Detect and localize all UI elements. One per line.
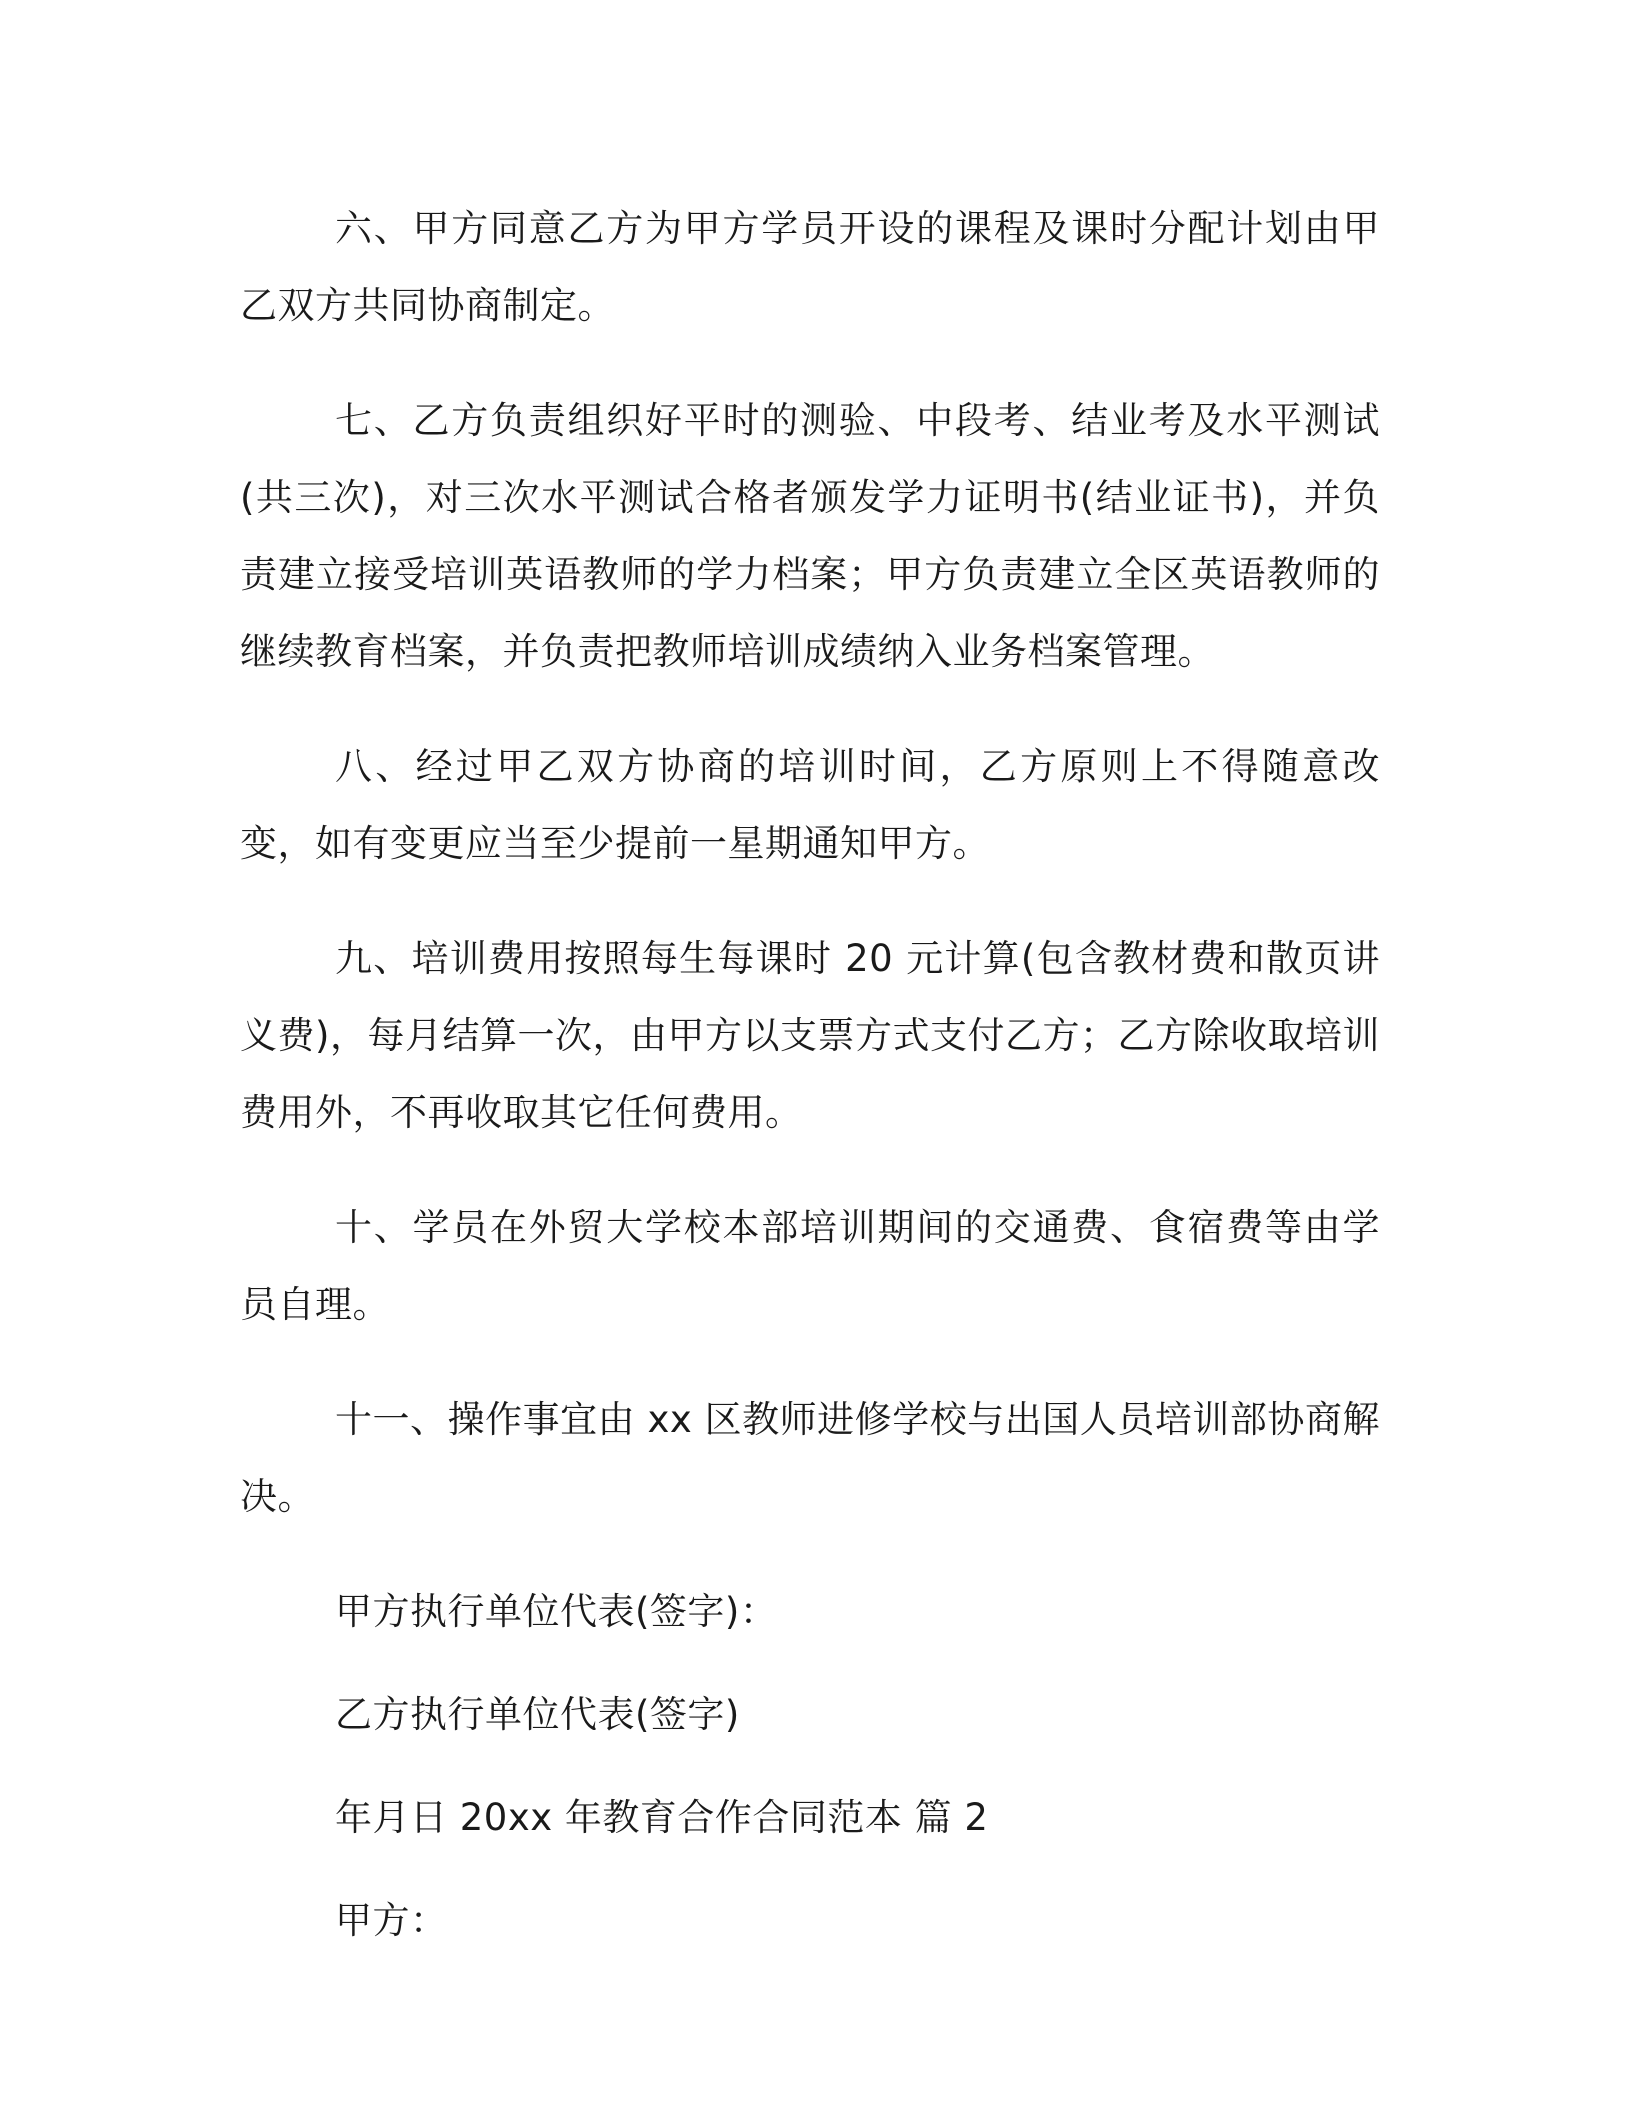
clause-6: 六、甲方同意乙方为甲方学员开设的课程及课时分配计划由甲乙双方共同协商制定。 bbox=[240, 207, 1380, 327]
clause-9: 九、培训费用按照每生每课时 20 元计算(包含教材费和散页讲义费)，每月结算一次，由甲方以支票方式支付乙方；乙方除收取培训费用外，不再收取其它任何费用。 bbox=[240, 937, 1380, 1134]
clause-8: 八、经过甲乙双方协商的培训时间，乙方原则上不得随意改变，如有变更应当至少提前一星期通知甲方。 bbox=[240, 745, 1380, 865]
date-and-section-heading: 年月日 20xx 年教育合作合同范本 篇 2 bbox=[335, 1796, 989, 1839]
party-a-signature-line: 甲方执行单位代表(签字)： bbox=[335, 1590, 778, 1633]
party-a-label: 甲方： bbox=[335, 1899, 448, 1942]
document-page bbox=[240, 190, 1380, 1985]
clause-7: 七、乙方负责组织好平时的测验、中段考、结业考及水平测试(共三次)，对三次水平测试合格者颁发学力证明书(结业证书)，并负责建立接受培训英语教师的学力档案；甲方负责建立全区英语教师的继续教育档案，并负责把教师培训成绩纳入业务档案管理。 bbox=[240, 399, 1380, 673]
clause-10: 十、学员在外贸大学校本部培训期间的交通费、食宿费等由学员自理。 bbox=[240, 1206, 1380, 1326]
party-b-signature-line: 乙方执行单位代表(签字) bbox=[335, 1693, 740, 1736]
clause-11: 十一、操作事宜由 xx 区教师进修学校与出国人员培训部协商解决。 bbox=[240, 1398, 1380, 1518]
